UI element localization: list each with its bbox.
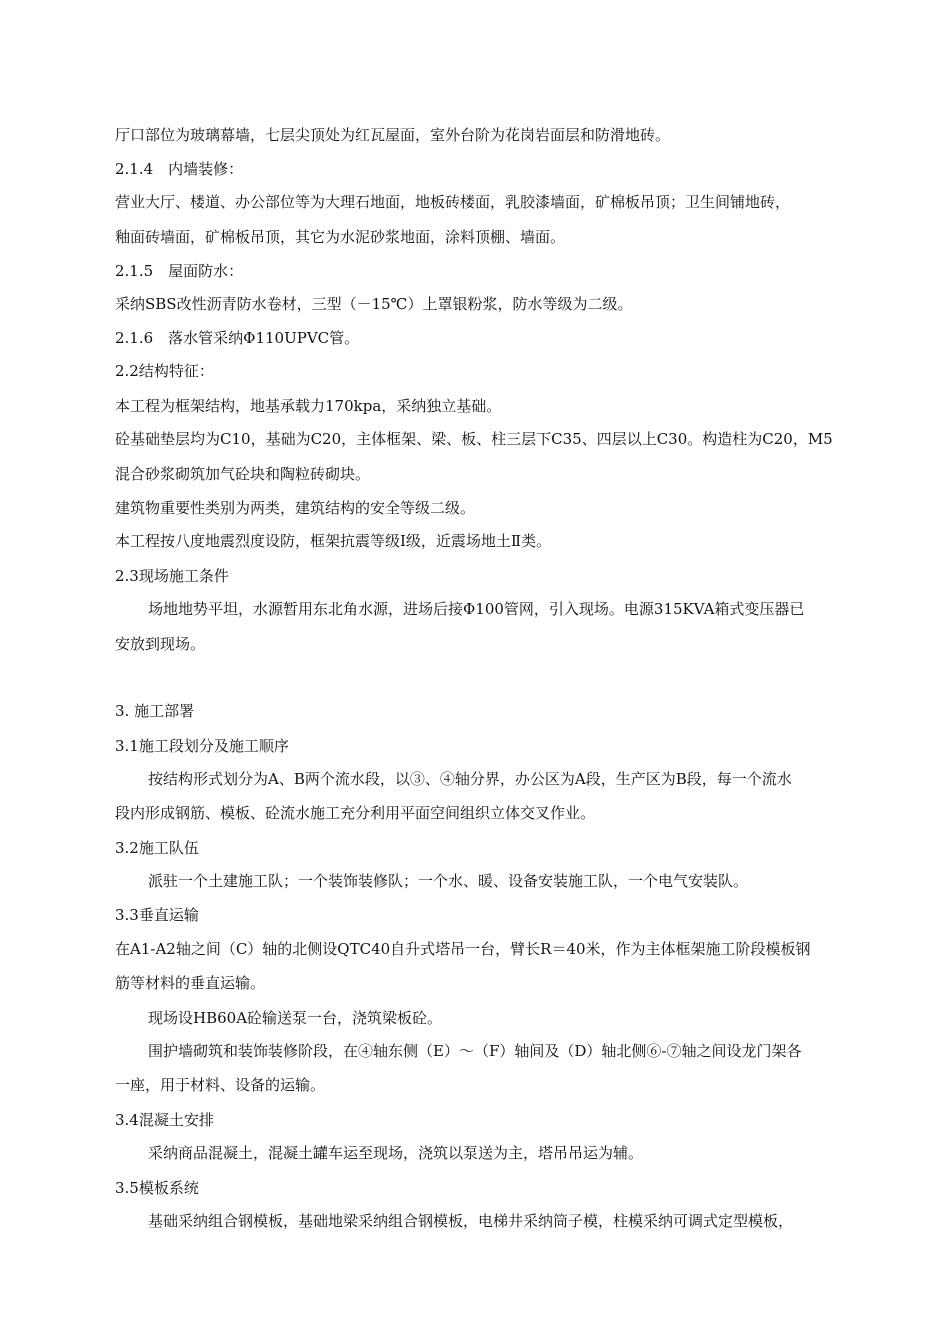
paragraph-line: 段内形成钢筋、模板、砼流水施工充分利用平面空间组织立体交叉作业。 — [115, 804, 596, 822]
paragraph-line: 安放到现场。 — [115, 635, 206, 653]
section-heading-2-3: 2.3现场施工条件 — [115, 567, 229, 585]
paragraph-line: 一座，用于材料、设备的运输。 — [115, 1076, 326, 1094]
paragraph-line: 采纳SBS改性沥青防水卷材，三型（－15℃）上罩银粉浆，防水等级为二级。 — [115, 295, 633, 313]
section-heading-3: 3. 施工部署 — [115, 702, 195, 720]
paragraph-line: 釉面砖墙面，矿棉板吊顶，其它为水泥砂浆地面，涂料顶棚、墙面。 — [115, 228, 566, 246]
paragraph-line: 筋等材料的垂直运输。 — [115, 974, 266, 992]
paragraph-line: 在A1-A2轴之间（C）轴的北侧设QTC40自升式塔吊一台，臂长R＝40米，作为主体框架施工阶段模板钢 — [115, 940, 811, 958]
paragraph-line: 基础采纳组合钢模板，基础地梁采纳组合钢模板，电梯井采纳筒子模，柱模采纳可调式定型模板， — [148, 1212, 794, 1230]
section-heading-3-3: 3.3垂直运输 — [115, 906, 199, 924]
paragraph-line: 本工程按八度地震烈度设防，框架抗震等级Ⅰ级，近震场地土Ⅱ类。 — [115, 532, 552, 550]
section-heading-2-1-4: 2.1.4 内墙装修： — [115, 160, 244, 178]
section-heading-3-5: 3.5模板系统 — [115, 1179, 199, 1197]
section-heading-2-1-6: 2.1.6 落水管采纳Φ110UPVC管。 — [115, 329, 360, 347]
paragraph-line: 混合砂浆砌筑加气砼块和陶粒砖砌块。 — [115, 465, 371, 483]
paragraph-line: 场地地势平坦，水源暂用东北角水源，进场后接Φ100管网，引入现场。电源315KVA箱式变压器已 — [148, 600, 805, 618]
paragraph-line: 按结构形式划分为A、B两个流水段，以③、④轴分界，办公区为A段，生产区为B段，每一个流水 — [148, 770, 792, 788]
section-heading-3-1: 3.1施工段划分及施工顺序 — [115, 737, 289, 755]
section-heading-2-2: 2.2结构特征： — [115, 362, 214, 380]
section-heading-2-1-5: 2.1.5 屋面防水： — [115, 262, 244, 280]
paragraph-line: 建筑物重要性类别为两类，建筑结构的安全等级二级。 — [115, 499, 476, 517]
section-heading-3-2: 3.2施工队伍 — [115, 839, 199, 857]
paragraph-line: 围护墙砌筑和装饰装修阶段，在④轴东侧（E）～（F）轴间及（D）轴北侧⑥-⑦轴之间设龙门架各 — [148, 1042, 802, 1060]
paragraph-line: 采纳商品混凝土，混凝土罐车运至现场，浇筑以泵送为主，塔吊吊运为辅。 — [148, 1144, 644, 1162]
paragraph-line: 本工程为框架结构，地基承载力170kpa，采纳独立基础。 — [115, 397, 502, 415]
paragraph-line: 现场设HB60A砼输送泵一台，浇筑梁板砼。 — [148, 1009, 443, 1027]
paragraph-line: 营业大厅、楼道、办公部位等为大理石地面，地板砖楼面，乳胶漆墙面，矿棉板吊顶；卫生间铺地砖， — [115, 193, 791, 211]
paragraph-line: 厅口部位为玻璃幕墙，七层尖顶处为红瓦屋面，室外台阶为花岗岩面层和防滑地砖。 — [115, 126, 671, 144]
section-heading-3-4: 3.4混凝土安排 — [115, 1111, 214, 1129]
paragraph-line: 砼基础垫层均为C10，基础为C20，主体框架、梁、板、柱三层下C35、四层以上C30。构造柱为C20，M5 — [115, 430, 833, 448]
paragraph-line: 派驻一个土建施工队；一个装饰装修队；一个水、暖、设备安装施工队，一个电气安装队。 — [148, 872, 749, 890]
